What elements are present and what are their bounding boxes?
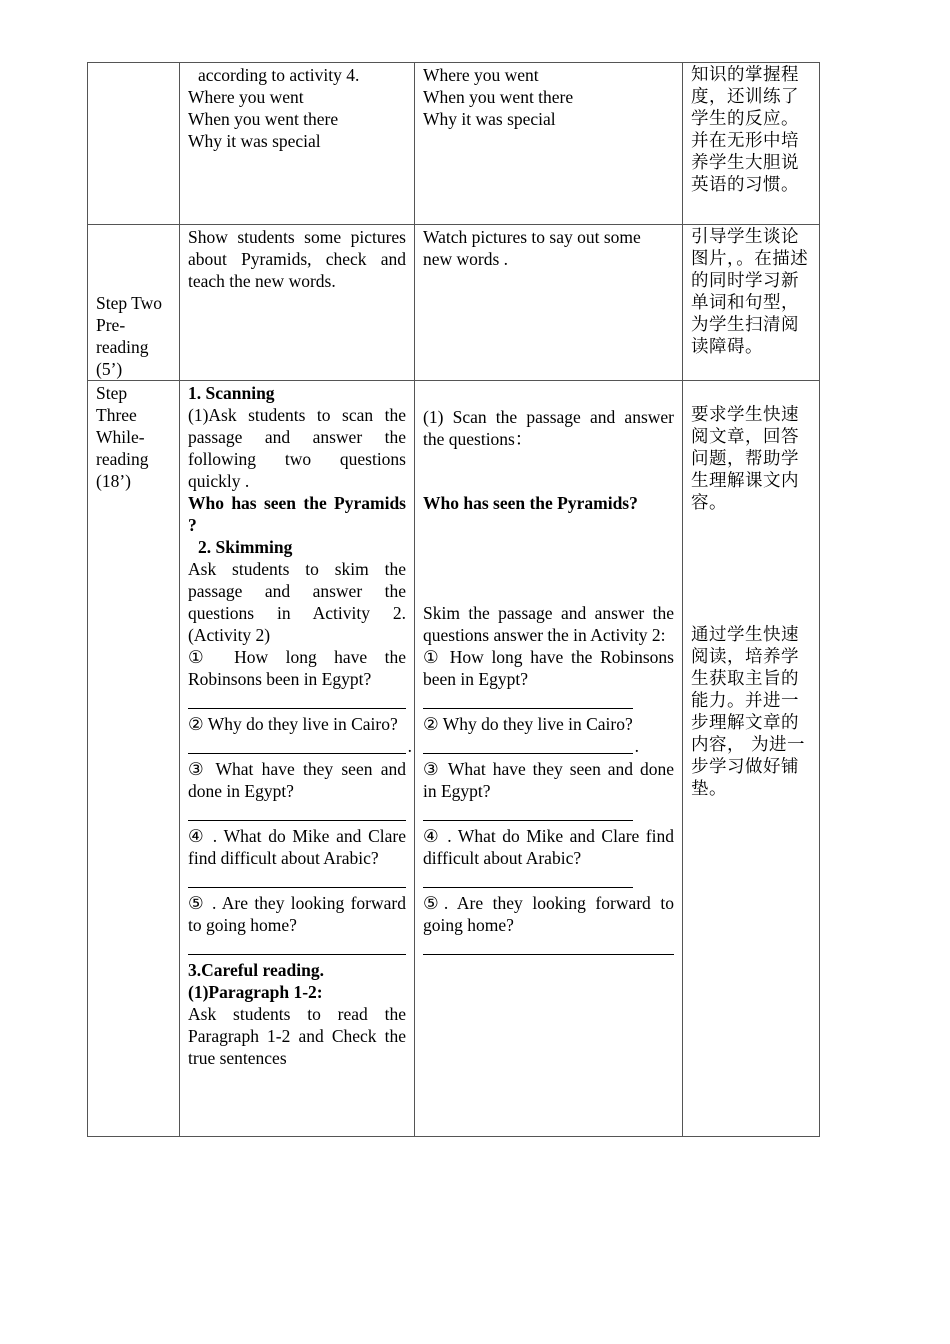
question-5: ⑤ . Are they looking forward to going home? xyxy=(188,893,406,935)
answer-line xyxy=(188,936,406,955)
step-label: Step Two Pre-reading (5’) xyxy=(96,293,163,379)
answer-line xyxy=(423,936,674,955)
purpose-scanning: 要求学生快速阅文章，回答问题，帮助学生理解课文内容。 xyxy=(691,405,799,513)
answer-line xyxy=(423,690,633,709)
careful-reading-task: Ask students to read the Paragraph 1-2 and Check the true sentences xyxy=(188,1004,406,1068)
answer-line xyxy=(188,869,406,888)
answer-line: . xyxy=(188,735,406,754)
step-cell xyxy=(88,225,180,381)
answer-line xyxy=(188,802,406,821)
purpose-cell: 引导学生谈论图片，。在描述的同时学习新单词和句型，为学生扫清阅读障碍。 xyxy=(683,225,820,381)
answer-line xyxy=(423,869,633,888)
teacher-line: Why it was special xyxy=(188,131,321,151)
scanning-heading: 1. Scanning xyxy=(188,383,275,403)
scanning-question: Who has seen the Pyramids ? xyxy=(188,493,406,535)
answer-line: . xyxy=(423,735,633,754)
question-2: ② Why do they live in Cairo? xyxy=(423,714,633,734)
step-cell xyxy=(88,63,180,225)
question-4: ④ . What do Mike and Clare find difficult about Arabic? xyxy=(423,826,674,868)
student-line: Where you went xyxy=(423,65,539,85)
step-label: Step Three While-reading (18’) xyxy=(96,383,149,491)
student-activity-cell xyxy=(415,381,683,1137)
question-4: ④ . What do Mike and Clare find difficult about Arabic? xyxy=(188,826,406,868)
activity-ref: according to activity 4. xyxy=(198,65,360,85)
answer-line xyxy=(188,690,406,709)
student-line: Why it was special xyxy=(423,109,556,129)
lesson-plan-table xyxy=(87,62,820,1137)
careful-reading-heading: 3.Careful reading. xyxy=(188,960,324,980)
step-cell xyxy=(88,381,180,1137)
teacher-line: Where you went xyxy=(188,87,304,107)
question-2: ② Why do they live in Cairo? xyxy=(188,714,398,734)
question-3: ③ What have they seen and done in Egypt? xyxy=(423,759,674,801)
teacher-activity-cell xyxy=(180,63,415,225)
teacher-activity-cell: Show students some pictures about Pyramids, check and teach the new words. xyxy=(180,225,415,381)
scanning-question: Who has seen the Pyramids? xyxy=(423,493,638,513)
purpose-cell xyxy=(683,381,820,1137)
teacher-activity-cell xyxy=(180,381,415,1137)
student-activity-cell xyxy=(415,63,683,225)
scanning-task: (1)Ask students to scan the passage and answer the following two questions quickly . xyxy=(188,405,406,491)
student-line: When you went there xyxy=(423,87,574,107)
teacher-line: When you went there xyxy=(188,109,339,129)
student-activity-cell: Watch pictures to say out some new words . xyxy=(415,225,683,381)
skimming-task: Ask students to skim the passage and answer the questions in Activity 2. (Activity 2) xyxy=(188,559,406,645)
scanning-task: (1) Scan the passage and answer the questions： xyxy=(423,407,674,449)
paragraph-heading: (1)Paragraph 1-2: xyxy=(188,982,323,1002)
question-1: ① How long have the Robinsons been in Egypt? xyxy=(423,647,674,689)
table-row xyxy=(88,225,820,381)
skimming-task: Skim the passage and answer the questions answer the in Activity 2: xyxy=(423,603,674,645)
table-row xyxy=(88,63,820,225)
purpose-cell: 知识的掌握程度，还训练了学生的反应。并在无形中培养学生大胆说英语的习惯。 xyxy=(683,63,820,225)
answer-line xyxy=(423,802,633,821)
question-1: ① How long have the Robinsons been in Egypt? xyxy=(188,647,406,689)
purpose-skimming: 通过学生快速阅读，培养学生获取主旨的能力。并进一步理解文章的内容， 为进一步学习做好铺垫。 xyxy=(691,625,806,799)
question-3: ③ What have they seen and done in Egypt? xyxy=(188,759,406,801)
table-row xyxy=(88,381,820,1137)
question-5: ⑤. Are they looking forward to going home? xyxy=(423,893,674,935)
skimming-heading: 2. Skimming xyxy=(198,537,293,557)
